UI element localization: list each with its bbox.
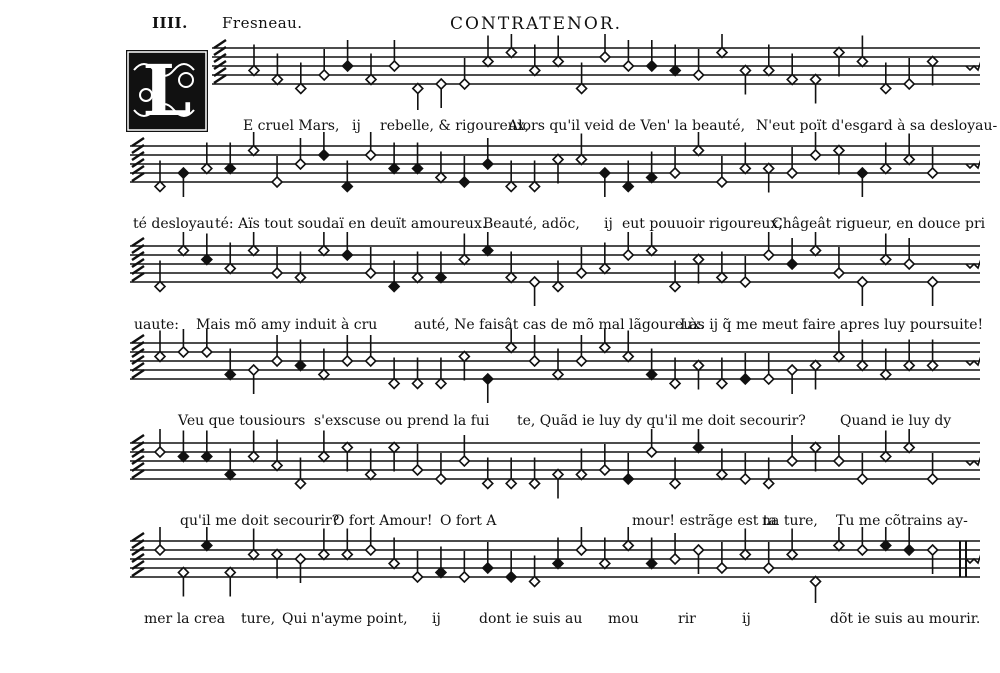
note bbox=[342, 529, 352, 560]
note bbox=[530, 45, 540, 76]
note bbox=[881, 431, 891, 462]
lyric-segment: s'exscuse ou prend la fui bbox=[314, 413, 490, 429]
note bbox=[178, 232, 188, 256]
note bbox=[904, 429, 914, 453]
note bbox=[764, 353, 774, 384]
note bbox=[249, 232, 259, 256]
note bbox=[881, 143, 891, 174]
note bbox=[553, 538, 563, 569]
note bbox=[857, 36, 867, 67]
lyric-segment: uaute: bbox=[134, 317, 180, 333]
note bbox=[413, 551, 423, 582]
lyric-segment: ij bbox=[432, 611, 441, 627]
note bbox=[413, 358, 423, 389]
note bbox=[904, 134, 914, 165]
note bbox=[295, 252, 305, 283]
voice-part-title: CONTRATENOR. bbox=[450, 14, 623, 34]
clef-mark bbox=[132, 238, 144, 281]
note bbox=[295, 340, 305, 371]
note bbox=[319, 232, 329, 256]
composer-name: Fresneau. bbox=[222, 14, 303, 32]
note bbox=[577, 63, 587, 94]
note bbox=[459, 352, 469, 381]
note bbox=[530, 458, 540, 489]
note bbox=[623, 453, 633, 484]
note bbox=[483, 458, 493, 489]
custos-mark bbox=[966, 551, 980, 563]
note bbox=[413, 444, 423, 475]
note bbox=[530, 277, 540, 306]
note bbox=[483, 138, 493, 169]
note bbox=[413, 84, 423, 111]
lyric-segment: dont ie suis au bbox=[479, 611, 583, 627]
note bbox=[343, 40, 353, 71]
note bbox=[717, 156, 727, 187]
note bbox=[740, 453, 750, 484]
note bbox=[647, 538, 657, 569]
note bbox=[834, 527, 844, 551]
note bbox=[506, 329, 516, 353]
note bbox=[576, 335, 586, 366]
note bbox=[670, 45, 680, 76]
note bbox=[272, 440, 282, 471]
note bbox=[834, 435, 844, 466]
note bbox=[647, 40, 657, 71]
note bbox=[647, 232, 657, 256]
note bbox=[459, 156, 469, 187]
note bbox=[389, 261, 399, 292]
note bbox=[787, 147, 797, 178]
note bbox=[881, 234, 891, 265]
lyric-segment: dõt ie suis au mourir. bbox=[830, 611, 981, 627]
lyric-segment: E cruel Mars, bbox=[243, 118, 340, 134]
note bbox=[506, 34, 516, 58]
note bbox=[834, 146, 844, 175]
note bbox=[202, 234, 212, 265]
lyric-segment: té desloyau bbox=[133, 216, 214, 232]
note bbox=[249, 529, 259, 560]
note bbox=[623, 40, 633, 71]
clef-mark bbox=[132, 435, 144, 478]
note bbox=[764, 542, 774, 573]
note bbox=[553, 470, 563, 499]
clef-mark bbox=[214, 40, 226, 83]
lyric-segment: Alors qu'il veid de Ven' la beauté, bbox=[508, 118, 746, 134]
staff-system-3 bbox=[130, 232, 980, 308]
custos-mark bbox=[966, 256, 980, 268]
note bbox=[436, 358, 446, 389]
note bbox=[811, 443, 821, 472]
note bbox=[576, 247, 586, 278]
note bbox=[857, 340, 867, 371]
note bbox=[787, 54, 797, 85]
note bbox=[600, 538, 610, 569]
lyric-segment: Qui n'ayme point, bbox=[282, 611, 408, 627]
initial-letter: L bbox=[142, 49, 192, 132]
clef-mark bbox=[132, 335, 144, 378]
note bbox=[202, 143, 212, 174]
note bbox=[413, 252, 423, 283]
note bbox=[740, 143, 750, 174]
note bbox=[389, 538, 399, 569]
note bbox=[249, 45, 259, 76]
note bbox=[366, 449, 376, 480]
note bbox=[389, 443, 399, 472]
note bbox=[717, 449, 727, 480]
note bbox=[366, 54, 376, 85]
note bbox=[178, 431, 188, 462]
lyric-segment: te, Quãd ie luy dy qu'il me doit secourir? bbox=[517, 413, 806, 429]
note bbox=[928, 340, 938, 371]
note bbox=[857, 277, 867, 306]
note bbox=[881, 349, 891, 380]
lyric-segment: Beauté, adöc, bbox=[483, 216, 580, 232]
note bbox=[272, 156, 282, 187]
lyric-segment: mou bbox=[608, 611, 639, 627]
note bbox=[600, 329, 610, 353]
note bbox=[249, 431, 259, 462]
note bbox=[342, 161, 352, 192]
note bbox=[787, 529, 797, 560]
note bbox=[717, 542, 727, 573]
staff bbox=[130, 527, 980, 603]
lyric-segment: té: Aïs tout soudaï en deuït amoureux. bbox=[215, 216, 487, 232]
lyric-segment: Veu que tousiours bbox=[178, 413, 306, 429]
note bbox=[436, 252, 446, 283]
note bbox=[764, 164, 774, 193]
note bbox=[904, 238, 914, 269]
lyric-segment: ture, bbox=[241, 611, 276, 627]
custos-mark bbox=[966, 453, 980, 465]
note bbox=[928, 147, 938, 178]
custos-mark bbox=[966, 156, 980, 168]
note bbox=[693, 361, 703, 390]
lyric-segment: mour! estrãge est ta bbox=[632, 513, 777, 529]
note bbox=[389, 143, 399, 174]
note bbox=[483, 374, 493, 403]
lyric-segment: Làs ij q̃ me meut faire apres luy poursuite! bbox=[680, 317, 984, 333]
note bbox=[694, 49, 704, 80]
note bbox=[787, 435, 797, 466]
staff-system-6 bbox=[130, 527, 980, 603]
decorated-initial bbox=[126, 50, 208, 132]
note bbox=[881, 63, 891, 94]
note bbox=[319, 431, 329, 462]
staff-system-5 bbox=[130, 429, 980, 505]
note bbox=[295, 458, 305, 489]
note bbox=[483, 36, 493, 67]
note bbox=[576, 449, 586, 480]
note bbox=[319, 49, 329, 80]
note bbox=[928, 453, 938, 484]
note bbox=[811, 361, 821, 390]
note bbox=[811, 232, 821, 256]
note bbox=[459, 435, 469, 466]
note bbox=[155, 161, 165, 192]
lyric-segment: O fort Amour! bbox=[333, 513, 433, 529]
note bbox=[600, 243, 610, 274]
note bbox=[202, 431, 212, 462]
note bbox=[389, 40, 399, 71]
note bbox=[459, 551, 469, 582]
note bbox=[319, 349, 329, 380]
note bbox=[787, 238, 797, 269]
note bbox=[670, 533, 680, 564]
lyric-segment: auté, Ne faisât cas de mõ mal lãgoureux. bbox=[414, 317, 705, 333]
note bbox=[740, 66, 750, 95]
note bbox=[530, 161, 540, 192]
note bbox=[553, 349, 563, 380]
lyric-segment: ij bbox=[742, 611, 751, 627]
staff bbox=[130, 132, 980, 208]
note bbox=[740, 353, 750, 384]
piece-number: IIII. bbox=[152, 14, 188, 32]
note bbox=[928, 57, 938, 86]
note bbox=[225, 143, 235, 174]
lyric-segment: Quand ie luy dy bbox=[840, 413, 952, 429]
note bbox=[506, 161, 516, 192]
note bbox=[483, 542, 493, 573]
note bbox=[225, 349, 235, 380]
note bbox=[647, 152, 657, 183]
note bbox=[834, 331, 844, 362]
note bbox=[272, 335, 282, 366]
note bbox=[764, 458, 774, 489]
staff bbox=[212, 34, 980, 110]
staff-system-2 bbox=[130, 132, 980, 208]
lyric-segment: qu'il me doit secourir? bbox=[180, 513, 340, 529]
note bbox=[600, 444, 610, 475]
note bbox=[623, 527, 633, 551]
note bbox=[436, 79, 446, 108]
note bbox=[530, 335, 540, 366]
note bbox=[296, 63, 306, 94]
note bbox=[576, 134, 586, 165]
note bbox=[436, 453, 446, 484]
lyric-segment: rebelle, & rigoureux, bbox=[380, 118, 530, 134]
note bbox=[693, 132, 703, 156]
note bbox=[436, 547, 446, 578]
note bbox=[436, 152, 446, 183]
note bbox=[670, 358, 680, 389]
lyric-segment: na ture, bbox=[762, 513, 818, 529]
lyric-segment: O fort A bbox=[440, 513, 497, 529]
note bbox=[225, 243, 235, 274]
note bbox=[717, 252, 727, 283]
clef-mark bbox=[132, 138, 144, 181]
note bbox=[670, 147, 680, 178]
note bbox=[460, 58, 470, 89]
note bbox=[202, 527, 212, 551]
lyric-segment: rir bbox=[678, 611, 696, 627]
staff bbox=[130, 329, 980, 405]
note bbox=[717, 358, 727, 389]
note bbox=[764, 45, 774, 76]
note bbox=[155, 261, 165, 292]
note bbox=[459, 234, 469, 265]
note bbox=[366, 335, 376, 366]
note bbox=[693, 255, 703, 284]
note bbox=[904, 340, 914, 371]
staff-system-4 bbox=[130, 329, 980, 405]
note bbox=[670, 458, 680, 489]
lyric-segment: ij bbox=[604, 216, 613, 232]
note bbox=[272, 54, 282, 85]
clef-mark bbox=[132, 533, 144, 576]
note bbox=[670, 261, 680, 292]
note bbox=[928, 277, 938, 306]
note bbox=[483, 232, 493, 256]
staff-system-1 bbox=[212, 34, 980, 110]
note bbox=[647, 349, 657, 380]
note bbox=[623, 161, 633, 192]
note bbox=[155, 331, 165, 362]
note bbox=[553, 261, 563, 292]
staff bbox=[130, 232, 980, 308]
note bbox=[811, 75, 821, 104]
note bbox=[342, 335, 352, 366]
lyric-segment: eut pouuoir rigoureux, bbox=[622, 216, 783, 232]
lyric-segment: ij bbox=[352, 118, 361, 134]
note bbox=[693, 429, 703, 453]
note bbox=[342, 443, 352, 472]
note bbox=[740, 256, 750, 287]
note bbox=[506, 458, 516, 489]
note bbox=[272, 247, 282, 278]
note bbox=[811, 577, 821, 604]
custos-mark bbox=[966, 353, 980, 365]
note bbox=[717, 34, 727, 58]
note bbox=[506, 551, 516, 582]
note bbox=[178, 568, 188, 597]
note bbox=[904, 58, 914, 89]
note bbox=[319, 529, 329, 560]
lyric-segment: mer la crea bbox=[144, 611, 226, 627]
note bbox=[740, 529, 750, 560]
note bbox=[530, 556, 540, 587]
note bbox=[389, 358, 399, 389]
note bbox=[225, 449, 235, 480]
note bbox=[413, 143, 423, 174]
note bbox=[249, 132, 259, 156]
lyric-segment: N'eut poït d'esgard à sa desloyau- bbox=[756, 118, 998, 134]
note bbox=[295, 138, 305, 169]
note bbox=[623, 331, 633, 362]
note bbox=[857, 453, 867, 484]
note bbox=[553, 36, 563, 67]
lyric-segment: Châgeât rigueur, en douce pri bbox=[772, 216, 986, 232]
note bbox=[834, 247, 844, 278]
note bbox=[272, 550, 282, 579]
note bbox=[553, 155, 563, 184]
lyric-segment: Mais mõ amy induit à cru bbox=[196, 317, 378, 333]
custos-mark bbox=[966, 58, 980, 70]
staff bbox=[130, 429, 980, 505]
lyric-segment: Tu me cõtrains ay- bbox=[836, 513, 968, 529]
note bbox=[506, 252, 516, 283]
note bbox=[881, 527, 891, 551]
note bbox=[225, 568, 235, 597]
note bbox=[834, 48, 844, 77]
note bbox=[366, 247, 376, 278]
